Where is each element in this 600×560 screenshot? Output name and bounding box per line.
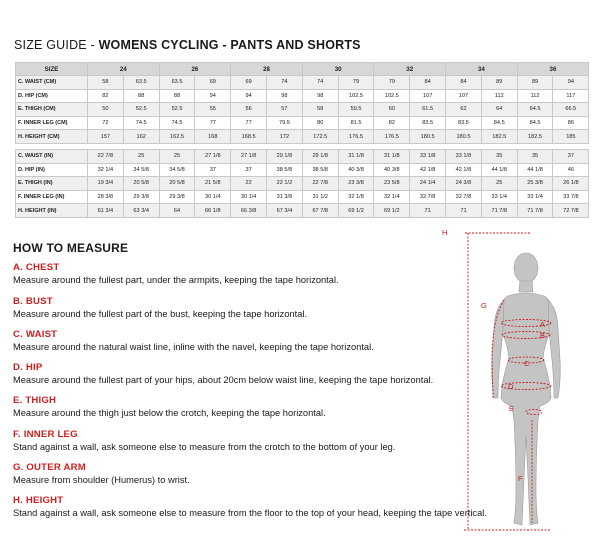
table-cell: 64.5 <box>517 103 553 117</box>
table-cell: 185 <box>553 130 589 144</box>
table-cell: 77 <box>231 116 267 130</box>
label-e: E <box>509 404 515 413</box>
label-h: H <box>442 228 448 237</box>
measure-item-text: Measure around the fullest part, under the armpits, keeping the tape horizontal. <box>13 275 339 285</box>
table-cell: 81.5 <box>338 116 374 130</box>
row-label: F. INNER LEG (IN) <box>16 190 88 204</box>
table-cell: 25 <box>123 149 159 163</box>
table-cell: 25 <box>481 177 517 191</box>
table-cell: 83.5 <box>446 116 482 130</box>
table-cell: 33 1/8 <box>446 149 482 163</box>
table-cell: 20 5/8 <box>159 177 195 191</box>
measure-item-inner-leg <box>13 429 395 453</box>
measure-item-heading: B. BUST <box>13 296 53 307</box>
table-cell: 37 <box>195 163 231 177</box>
table-cell: 44 1/8 <box>481 163 517 177</box>
table-cell: 26 1/8 <box>553 177 589 191</box>
table-cell: 69 1/2 <box>338 204 374 218</box>
table-row <box>16 163 589 177</box>
measure-item-text: Stand against a wall, ask someone else to measure from the crotch to the bottom of your leg. <box>13 442 396 452</box>
measure-item-chest <box>13 262 339 286</box>
table-cell: 180.5 <box>446 130 482 144</box>
table-cell: 22 7/8 <box>88 149 124 163</box>
table-cell: 22 1/2 <box>267 177 303 191</box>
table-cell: 60 <box>374 103 410 117</box>
table-cell: 59.5 <box>338 103 374 117</box>
table-cell: 82 <box>88 89 124 103</box>
size-header-36: 36 <box>517 63 589 76</box>
table-cell: 98 <box>302 89 338 103</box>
table-cell: 30 1/4 <box>231 190 267 204</box>
table-row <box>16 103 589 117</box>
table-cell: 94 <box>553 76 589 90</box>
table-cell: 182.5 <box>517 130 553 144</box>
table-cell: 29 3/8 <box>159 190 195 204</box>
measure-item-heading: A. CHEST <box>13 262 60 273</box>
size-header-row <box>16 63 589 76</box>
measure-item-heading: C. WAIST <box>13 329 58 340</box>
table-row <box>16 149 589 163</box>
measure-item-heading: H. HEIGHT <box>13 495 64 506</box>
table-cell: 34 5/8 <box>159 163 195 177</box>
title-prefix: SIZE GUIDE - <box>14 38 99 52</box>
table-cell: 57 <box>267 103 303 117</box>
table-cell: 182.5 <box>481 130 517 144</box>
female-silhouette-illustration <box>440 220 590 550</box>
table-cell: 84.5 <box>517 116 553 130</box>
table-cell: 66 1/8 <box>195 204 231 218</box>
measure-item-heading: F. INNER LEG <box>13 429 78 440</box>
table-cell: 25 3/8 <box>517 177 553 191</box>
table-cell: 71 7/8 <box>517 204 553 218</box>
table-cell: 72 <box>88 116 124 130</box>
table-cell: 71 <box>446 204 482 218</box>
table-cell: 37 <box>553 149 589 163</box>
row-label: H. HEIGHT (IN) <box>16 204 88 218</box>
table-cell: 61 3/4 <box>88 204 124 218</box>
row-label: E. THIGH (CM) <box>16 103 88 117</box>
measure-item-text: Measure from shoulder (Humerus) to wrist. <box>13 475 190 485</box>
table-cell: 172.5 <box>302 130 338 144</box>
table-cell: 107 <box>446 89 482 103</box>
table-cell: 84 <box>410 76 446 90</box>
row-label: C. WAIST (IN) <box>16 149 88 163</box>
size-header-34: 34 <box>446 63 518 76</box>
table-cell: 22 7/8 <box>302 177 338 191</box>
body-measurement-figure <box>440 220 590 550</box>
table-cell: 67 7/8 <box>302 204 338 218</box>
size-table <box>15 62 589 218</box>
row-label: C. WAIST (CM) <box>16 76 88 90</box>
table-cell: 74.5 <box>159 116 195 130</box>
table-cell: 31 1/2 <box>302 190 338 204</box>
measure-item-text: Measure around the fullest part of the bust, keeping the tape horizontal. <box>13 309 308 319</box>
table-cell: 33 7/8 <box>553 190 589 204</box>
table-cell: 27 1/8 <box>231 149 267 163</box>
table-cell: 71 <box>410 204 446 218</box>
label-a: A <box>540 320 546 329</box>
table-cell: 42 1/8 <box>410 163 446 177</box>
table-cell: 31 1/8 <box>338 149 374 163</box>
table-cell: 42 1/8 <box>446 163 482 177</box>
table-row <box>16 89 589 103</box>
table-cell: 25 <box>159 149 195 163</box>
table-row <box>16 116 589 130</box>
table-cell: 180.5 <box>410 130 446 144</box>
table-cell: 162.5 <box>159 130 195 144</box>
table-cell: 69 <box>195 76 231 90</box>
table-cell: 67 3/4 <box>267 204 303 218</box>
table-cell: 35 <box>517 149 553 163</box>
table-cell: 69 1/2 <box>374 204 410 218</box>
table-cell: 19 3/4 <box>88 177 124 191</box>
table-cell: 112 <box>481 89 517 103</box>
table-cell: 28 3/8 <box>88 190 124 204</box>
table-cell: 33 1/4 <box>481 190 517 204</box>
table-cell: 107 <box>410 89 446 103</box>
table-cell: 63.5 <box>123 76 159 90</box>
size-table-body <box>16 76 589 218</box>
table-cell: 79 <box>374 76 410 90</box>
table-cell: 31 1/8 <box>374 149 410 163</box>
row-label: F. INNER LEG (CM) <box>16 116 88 130</box>
table-cell: 63.5 <box>159 76 195 90</box>
measure-item-text: Stand against a wall, ask someone else to measure from the floor to the top of your head, keeping the tape vertical. <box>13 508 487 518</box>
table-cell: 31 3/8 <box>267 190 303 204</box>
table-cell: 84.5 <box>481 116 517 130</box>
row-label: D. HIP (IN) <box>16 163 88 177</box>
table-cell: 66.5 <box>553 103 589 117</box>
size-header-28: 28 <box>231 63 303 76</box>
measure-item-text: Measure around the thigh just below the crotch, keeping the tape horizontal. <box>13 408 326 418</box>
table-cell: 74 <box>267 76 303 90</box>
measure-item-heading: E. THIGH <box>13 395 57 406</box>
table-cell: 112 <box>517 89 553 103</box>
table-row <box>16 177 589 191</box>
table-cell: 32 7/8 <box>410 190 446 204</box>
table-cell: 157 <box>88 130 124 144</box>
table-cell: 29 1/8 <box>267 149 303 163</box>
measure-item-outer-arm <box>13 462 190 486</box>
size-header-26: 26 <box>159 63 231 76</box>
table-cell: 37 <box>231 163 267 177</box>
table-cell: 64 <box>159 204 195 218</box>
table-cell: 62 <box>446 103 482 117</box>
title-main: WOMENS CYCLING - PANTS AND SHORTS <box>98 38 361 52</box>
label-d: D <box>508 382 514 391</box>
table-cell: 46 <box>553 163 589 177</box>
table-cell: 89 <box>517 76 553 90</box>
table-cell: 29 1/8 <box>302 149 338 163</box>
measure-item-heading: D. HIP <box>13 362 43 373</box>
table-cell: 88 <box>159 89 195 103</box>
measure-item-bust <box>13 296 307 320</box>
table-cell: 52.5 <box>123 103 159 117</box>
table-cell: 89 <box>481 76 517 90</box>
table-cell: 32 1/4 <box>88 163 124 177</box>
table-row <box>16 190 589 204</box>
measure-item-height <box>13 495 487 519</box>
row-label: E. THIGH (IN) <box>16 177 88 191</box>
table-cell: 66 3/8 <box>231 204 267 218</box>
measure-item-text: Measure around the fullest part of your hips, about 20cm below waist line, keeping the tape horizontal. <box>13 375 434 385</box>
table-cell: 35 <box>481 149 517 163</box>
table-cell: 176.5 <box>338 130 374 144</box>
row-label: D. HIP (CM) <box>16 89 88 103</box>
table-cell: 77 <box>195 116 231 130</box>
table-cell: 24 3/8 <box>446 177 482 191</box>
table-cell: 102.5 <box>338 89 374 103</box>
table-cell: 32 1/8 <box>338 190 374 204</box>
table-cell: 168 <box>195 130 231 144</box>
table-cell: 30 1/4 <box>195 190 231 204</box>
table-cell: 22 <box>231 177 267 191</box>
table-cell: 61.5 <box>410 103 446 117</box>
table-cell: 55 <box>195 103 231 117</box>
table-cell: 74 <box>302 76 338 90</box>
size-header-32: 32 <box>374 63 446 76</box>
table-cell: 117 <box>553 89 589 103</box>
table-cell: 34 5/8 <box>123 163 159 177</box>
table-cell: 20 5/8 <box>123 177 159 191</box>
table-cell: 94 <box>195 89 231 103</box>
size-header-label: SIZE <box>16 63 88 76</box>
table-cell: 83.5 <box>410 116 446 130</box>
table-cell: 52.5 <box>159 103 195 117</box>
table-cell: 29 3/8 <box>123 190 159 204</box>
table-cell: 38 5/8 <box>302 163 338 177</box>
table-row <box>16 204 589 218</box>
table-cell: 56 <box>231 103 267 117</box>
table-cell: 32 1/4 <box>374 190 410 204</box>
table-cell: 88 <box>123 89 159 103</box>
label-g: G <box>481 301 487 310</box>
table-cell: 58 <box>302 103 338 117</box>
table-row <box>16 76 589 90</box>
measure-item-waist <box>13 329 374 353</box>
table-cell: 98 <box>267 89 303 103</box>
table-cell: 71 7/8 <box>481 204 517 218</box>
table-cell: 63 3/4 <box>123 204 159 218</box>
table-cell: 74.5 <box>123 116 159 130</box>
table-cell: 79 <box>338 76 374 90</box>
table-cell: 33 1/4 <box>517 190 553 204</box>
how-to-measure-heading: HOW TO MEASURE <box>13 241 129 255</box>
table-cell: 21 5/8 <box>195 177 231 191</box>
row-label: H. HEIGHT (CM) <box>16 130 88 144</box>
label-f: F <box>518 474 523 483</box>
measure-item-hip <box>13 362 433 386</box>
table-cell: 38 5/8 <box>267 163 303 177</box>
measure-item-heading: G. OUTER ARM <box>13 462 86 473</box>
measure-item-text: Measure around the natural waist line, inline with the navel, keeping the tape horizontal. <box>13 342 374 352</box>
table-cell: 50 <box>88 103 124 117</box>
page-title <box>14 38 361 52</box>
table-cell: 33 1/8 <box>410 149 446 163</box>
size-header-24: 24 <box>88 63 160 76</box>
table-cell: 162 <box>123 130 159 144</box>
table-cell: 64 <box>481 103 517 117</box>
table-cell: 79.5 <box>267 116 303 130</box>
table-cell: 72 7/8 <box>553 204 589 218</box>
table-cell: 58 <box>88 76 124 90</box>
table-cell: 23 5/8 <box>374 177 410 191</box>
table-cell: 69 <box>231 76 267 90</box>
table-cell: 44 1/8 <box>517 163 553 177</box>
table-row <box>16 130 589 144</box>
table-cell: 40 3/8 <box>338 163 374 177</box>
table-cell: 27 1/8 <box>195 149 231 163</box>
table-cell: 168.5 <box>231 130 267 144</box>
table-cell: 86 <box>553 116 589 130</box>
label-b: B <box>540 331 546 340</box>
table-cell: 94 <box>231 89 267 103</box>
table-cell: 32 7/8 <box>446 190 482 204</box>
table-cell: 172 <box>267 130 303 144</box>
table-cell: 82 <box>374 116 410 130</box>
table-cell: 102.5 <box>374 89 410 103</box>
table-cell: 84 <box>446 76 482 90</box>
table-cell: 40 3/8 <box>374 163 410 177</box>
label-c: C <box>524 359 530 368</box>
table-cell: 80 <box>302 116 338 130</box>
measure-item-thigh <box>13 395 326 419</box>
silhouette-body <box>492 253 561 525</box>
table-cell: 24 1/4 <box>410 177 446 191</box>
table-cell: 176.5 <box>374 130 410 144</box>
size-header-30: 30 <box>302 63 374 76</box>
table-cell: 23 3/8 <box>338 177 374 191</box>
